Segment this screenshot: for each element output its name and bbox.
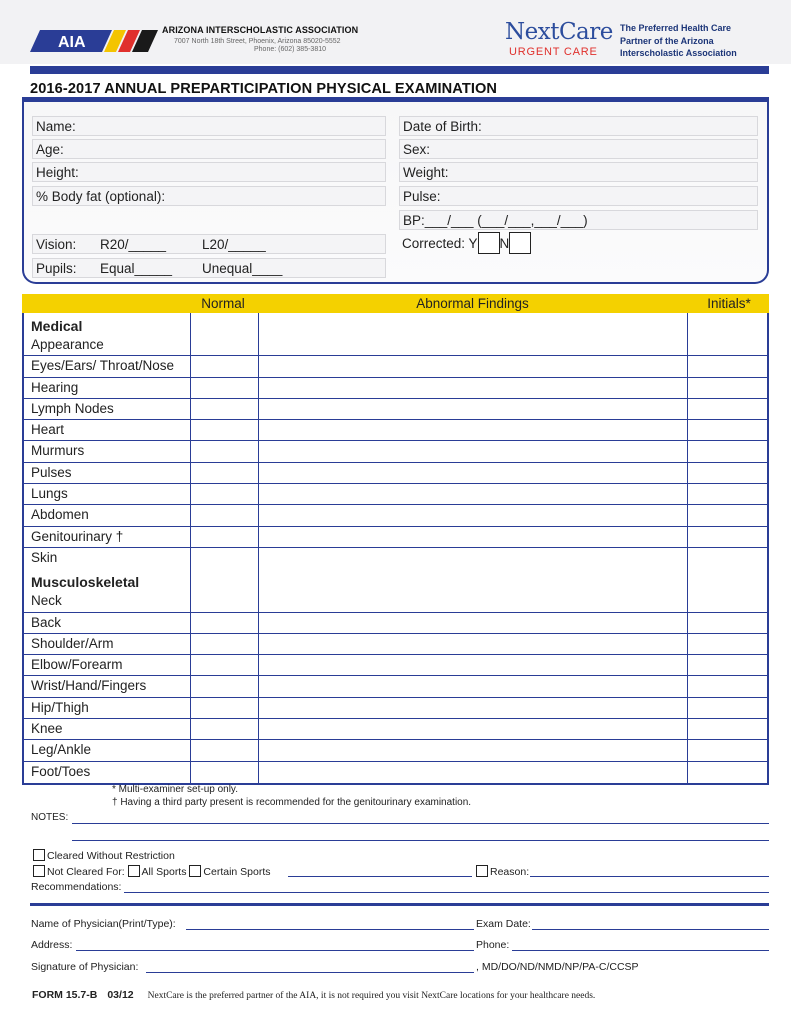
findings-cell[interactable]: [258, 441, 688, 461]
col-abnormal-findings: Abnormal Findings: [416, 296, 529, 311]
col-normal: Normal: [201, 296, 245, 311]
normal-cell[interactable]: [190, 548, 258, 569]
initials-cell[interactable]: [688, 399, 767, 419]
demographics-section: [22, 102, 769, 284]
initials-cell[interactable]: [688, 378, 767, 398]
corrected-no-label: N: [499, 236, 510, 251]
reason-checkbox[interactable]: [476, 865, 488, 877]
initials-cell[interactable]: [688, 676, 767, 696]
exam-date-label: Exam Date:: [476, 918, 531, 930]
exam-row: [24, 740, 767, 761]
physician-name-label: Name of Physician(Print/Type):: [31, 918, 176, 930]
normal-cell[interactable]: [190, 356, 258, 376]
exam-item-label: Appearance: [31, 337, 104, 352]
exam-item-label: Lymph Nodes: [31, 400, 114, 416]
cleared-label: Cleared Without Restriction: [47, 850, 175, 862]
findings-cell[interactable]: [258, 463, 688, 483]
exam-table: [22, 294, 769, 785]
normal-cell[interactable]: [190, 613, 258, 633]
height-label: Height:: [36, 165, 79, 180]
cleared-checkbox[interactable]: [33, 849, 45, 861]
corrected-yes-box[interactable]: [478, 232, 500, 254]
form-title: 2016-2017 ANNUAL PREPARTICIPATION PHYSICAL EXAMINATION: [30, 81, 498, 97]
normal-cell[interactable]: [190, 378, 258, 398]
findings-cell[interactable]: [258, 591, 688, 611]
exam-row: [24, 613, 767, 634]
findings-cell[interactable]: [258, 335, 688, 355]
exam-row: [24, 591, 767, 612]
findings-cell[interactable]: [258, 378, 688, 398]
findings-cell[interactable]: [258, 762, 688, 783]
section-medical-label: Medical: [31, 318, 83, 334]
corrected-field: [399, 234, 544, 254]
weight-field[interactable]: [399, 162, 758, 182]
initials-cell[interactable]: [688, 441, 767, 461]
vision-l20: L20/_____: [202, 237, 266, 252]
notes-line-1[interactable]: [72, 823, 769, 824]
normal-cell[interactable]: [190, 740, 258, 760]
initials-cell[interactable]: [688, 634, 767, 654]
findings-cell[interactable]: [258, 698, 688, 718]
not-cleared-checkbox[interactable]: [33, 865, 45, 877]
exam-row: [24, 505, 767, 526]
initials-cell[interactable]: [688, 698, 767, 718]
normal-cell[interactable]: [190, 719, 258, 739]
normal-cell[interactable]: [190, 484, 258, 504]
exam-item-label: Genitourinary †: [31, 528, 124, 544]
exam-item-label: Back: [31, 614, 62, 630]
initials-cell[interactable]: [688, 762, 767, 783]
normal-cell[interactable]: [190, 634, 258, 654]
findings-cell[interactable]: [258, 420, 688, 440]
initials-cell[interactable]: [688, 548, 767, 569]
exam-item-label: Hip/Thigh: [31, 699, 89, 715]
pupils-field[interactable]: [32, 258, 386, 278]
exam-item-label: Eyes/Ears/ Throat/Nose: [31, 358, 175, 374]
exam-row: [24, 762, 767, 783]
height-field[interactable]: [32, 162, 386, 182]
body-fat-label: % Body fat (optional):: [36, 189, 166, 204]
exam-item-label: Wrist/Hand/Fingers: [31, 678, 147, 694]
certain-sports-checkbox[interactable]: [189, 865, 201, 877]
col-initials: Initials*: [707, 296, 751, 311]
corrected-no-box[interactable]: [509, 232, 531, 254]
aia-address: 7007 North 18th Street, Phoenix, Arizona 85020-5552: [174, 38, 341, 45]
normal-cell[interactable]: [190, 399, 258, 419]
age-label: Age:: [36, 142, 64, 157]
exam-item-label: Knee: [31, 721, 63, 737]
nextcare-urgent-care: URGENT CARE: [509, 46, 598, 58]
findings-cell[interactable]: [258, 484, 688, 504]
aia-logo: [30, 30, 158, 52]
aia-logo-text: AIA: [58, 34, 86, 51]
initials-cell[interactable]: [688, 655, 767, 675]
aia-name: ARIZONA INTERSCHOLASTIC ASSOCIATION: [162, 25, 359, 35]
sex-label: Sex:: [403, 142, 431, 157]
exam-item-label: Murmurs: [31, 443, 85, 459]
not-cleared-label: Not Cleared For:: [47, 866, 125, 878]
header-divider: [30, 66, 769, 74]
name-label: Name:: [36, 119, 76, 134]
initials-cell[interactable]: [688, 505, 767, 525]
exam-row: [24, 676, 767, 697]
certain-sports-label: Certain Sports: [203, 866, 271, 878]
section-musculoskeletal: [24, 569, 767, 591]
normal-cell[interactable]: [190, 441, 258, 461]
physician-divider: [30, 903, 769, 906]
normal-cell[interactable]: [190, 313, 258, 335]
exam-row: [24, 378, 767, 399]
initials-cell[interactable]: [688, 569, 767, 591]
findings-cell[interactable]: [258, 399, 688, 419]
page-header: [0, 0, 791, 64]
findings-cell[interactable]: [258, 313, 688, 335]
findings-cell[interactable]: [258, 676, 688, 696]
reason-line[interactable]: [530, 876, 769, 877]
normal-cell[interactable]: [190, 569, 258, 591]
exam-item-label: Pulses: [31, 464, 72, 480]
exam-row: [24, 356, 767, 377]
normal-cell[interactable]: [190, 527, 258, 547]
findings-cell[interactable]: [258, 356, 688, 376]
not-cleared-option[interactable]: [33, 865, 271, 878]
address-label: Address:: [31, 939, 73, 951]
recommendations-line[interactable]: [124, 892, 769, 893]
nextcare-word-care: Care: [558, 19, 613, 45]
exam-item-label: Skin: [31, 549, 58, 565]
initials-cell[interactable]: [688, 335, 767, 355]
exam-row: [24, 655, 767, 676]
tagline-line-3: Interscholastic Association: [620, 48, 737, 58]
findings-cell[interactable]: [258, 740, 688, 760]
age-field[interactable]: [32, 139, 386, 159]
tagline-line-1: The Preferred Health Care: [620, 23, 732, 33]
initials-cell[interactable]: [688, 313, 767, 335]
initials-cell[interactable]: [688, 356, 767, 376]
exam-item-label: Elbow/Forearm: [31, 657, 123, 673]
form-date: 03/12: [107, 989, 134, 1001]
all-sports-label: All Sports: [141, 866, 187, 878]
exam-item-label: Hearing: [31, 379, 79, 395]
reason-option[interactable]: [476, 865, 529, 878]
dob-field[interactable]: [399, 116, 758, 136]
physician-name-line[interactable]: [186, 929, 474, 930]
normal-cell[interactable]: [190, 420, 258, 440]
footnote-third-party: † Having a third party present is recommended for the genitourinary examination.: [112, 797, 472, 808]
initials-cell[interactable]: [688, 591, 767, 611]
exam-item-label: Leg/Ankle: [31, 742, 92, 758]
vision-r20: R20/_____: [100, 237, 167, 252]
section-medical: [24, 313, 767, 335]
normal-cell[interactable]: [190, 655, 258, 675]
exam-row: [24, 463, 767, 484]
exam-row: [24, 484, 767, 505]
initials-cell[interactable]: [688, 420, 767, 440]
bp-label: BP:___/___ (___/___,___/___): [403, 213, 588, 228]
exam-row: [24, 335, 767, 356]
exam-row: [24, 527, 767, 548]
sex-field[interactable]: [399, 139, 758, 159]
initials-cell[interactable]: [688, 484, 767, 504]
initials-cell[interactable]: [688, 719, 767, 739]
credentials-label: , MD/DO/ND/NMD/NP/PA-C/CCSP: [476, 961, 639, 973]
cleared-option[interactable]: [33, 849, 175, 862]
pupils-equal: Equal_____: [100, 261, 173, 276]
findings-cell[interactable]: [258, 569, 688, 591]
notes-label: NOTES:: [31, 812, 69, 823]
corrected-label: Corrected: Y: [402, 236, 478, 251]
body-fat-field[interactable]: [32, 186, 386, 206]
normal-cell[interactable]: [190, 463, 258, 483]
findings-cell[interactable]: [258, 719, 688, 739]
normal-cell[interactable]: [190, 762, 258, 783]
findings-cell[interactable]: [258, 634, 688, 654]
exam-table-header: [22, 294, 769, 313]
findings-cell[interactable]: [258, 655, 688, 675]
address-line[interactable]: [76, 950, 474, 951]
recommendations-label: Recommendations:: [31, 881, 122, 893]
normal-cell[interactable]: [190, 698, 258, 718]
normal-cell[interactable]: [190, 676, 258, 696]
tagline-line-2: Partner of the Arizona: [620, 35, 714, 46]
pulse-label: Pulse:: [403, 189, 441, 204]
notes-line-2[interactable]: [72, 840, 769, 841]
exam-row: [24, 698, 767, 719]
normal-cell[interactable]: [190, 335, 258, 355]
phone-label: Phone:: [476, 939, 510, 951]
pupils-label: Pupils:: [36, 261, 77, 276]
signature-line[interactable]: [146, 972, 474, 973]
exam-row: [24, 634, 767, 655]
findings-cell[interactable]: [258, 527, 688, 547]
nextcare-tagline: [620, 22, 737, 60]
footnote-multi-examiner: * Multi-examiner set-up only.: [112, 784, 238, 795]
exam-row: [24, 441, 767, 462]
vision-label: Vision:: [36, 237, 77, 252]
exam-row: [24, 548, 767, 569]
exam-item-label: Foot/Toes: [31, 763, 91, 779]
exam-row: [24, 399, 767, 420]
footer-note: NextCare is the preferred partner of the AIA, it is not required you visit NextCare locations for your healthcare needs.: [147, 991, 596, 1001]
normal-cell[interactable]: [190, 591, 258, 611]
exam-row: [24, 420, 767, 441]
exam-item-label: Shoulder/Arm: [31, 635, 114, 651]
initials-cell[interactable]: [688, 613, 767, 633]
initials-cell[interactable]: [688, 463, 767, 483]
signature-label: Signature of Physician:: [31, 961, 139, 973]
reason-label: Reason:: [490, 866, 530, 878]
form-number: FORM 15.7-B: [32, 989, 98, 1001]
initials-cell[interactable]: [688, 740, 767, 760]
section-musculoskeletal-label: Musculoskeletal: [31, 574, 140, 591]
exam-item-label: Lungs: [31, 486, 68, 502]
nextcare-word-next: Next: [505, 19, 559, 45]
exam-item-label: Neck: [31, 593, 62, 609]
exam-item-label: Abdomen: [31, 507, 89, 523]
name-field[interactable]: [32, 116, 386, 136]
nextcare-logo: [505, 20, 613, 58]
all-sports-checkbox[interactable]: [128, 865, 140, 877]
initials-cell[interactable]: [688, 527, 767, 547]
phone-line[interactable]: [512, 950, 769, 951]
pupils-unequal: Unequal____: [202, 261, 283, 276]
page-footer: [32, 989, 595, 1001]
aia-info: [162, 25, 358, 53]
findings-cell[interactable]: [258, 613, 688, 633]
normal-cell[interactable]: [190, 505, 258, 525]
dob-label: Date of Birth:: [403, 119, 482, 134]
findings-cell[interactable]: [258, 548, 688, 569]
pulse-field[interactable]: [399, 186, 758, 206]
findings-cell[interactable]: [258, 505, 688, 525]
exam-item-label: Heart: [31, 422, 65, 438]
weight-label: Weight:: [403, 165, 449, 180]
aia-phone: Phone: (602) 385-3810: [254, 46, 326, 53]
certain-sports-line[interactable]: [288, 876, 472, 877]
vision-field[interactable]: [32, 234, 386, 254]
exam-date-line[interactable]: [532, 929, 769, 930]
exam-table-body: [22, 313, 769, 785]
exam-row: [24, 719, 767, 740]
bp-field[interactable]: [399, 210, 758, 230]
